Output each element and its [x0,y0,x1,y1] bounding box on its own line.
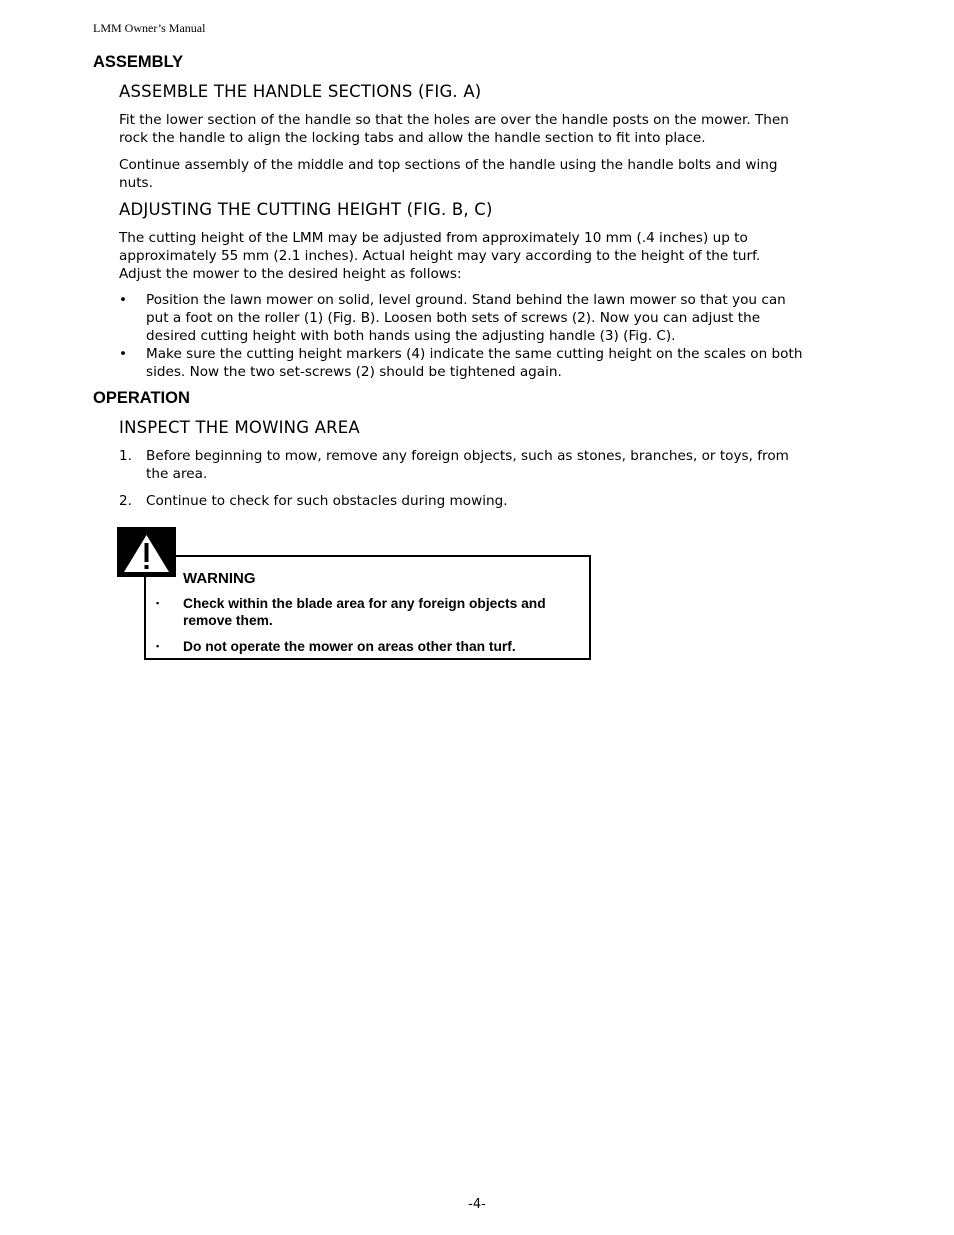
list-item: 2. Continue to check for such obstacles during mowing. [119,493,508,509]
inspect-steps [93,447,863,510]
warning-title: WARNING [183,570,256,587]
subsection-title-cutting-height: ADJUSTING THE CUTTING HEIGHT (FIG. B, C) [119,200,493,219]
bullet-marker: • [119,346,128,362]
warning-triangle-svg [117,527,176,577]
section-title-assembly: ASSEMBLY [93,53,184,71]
paragraph-handle-2: Continue assembly of the middle and top sections of the handle using the handle bolts and wing nuts. [119,157,778,191]
list-item: • Make sure the cutting height markers (4) indicate the same cutting height on the scales on both sides. Now the two set-screws (2) should be tightened again. [119,346,803,380]
square-bullet-marker: ▪ [156,641,160,651]
bullet-marker: • [119,292,128,308]
number-marker: 1. [119,448,132,464]
list-item: • Position the lawn mower on solid, level ground. Stand behind the lawn mower so that you can put a foot on the roller (1) (Fig. B). Loosen both sets of screws (2). Now you can adjust the desired cutting height with both hands using the adjusting handle (3) (Fig. C). [119,292,786,344]
exclamation-dot [145,565,149,569]
list-item: 1. Before beginning to mow, remove any foreign objects, such as stones, branches, or toys, from the area. [119,448,789,482]
subsection-title-handle: ASSEMBLE THE HANDLE SECTIONS (FIG. A) [119,82,482,101]
cutting-height-steps [93,291,863,381]
page-content [93,52,863,510]
paragraph-handle-1: Fit the lower section of the handle so that the holes are over the handle posts on the mower. Then rock the handle to align the locking tabs and allow the handle section to fit into place. [119,112,789,146]
warning-triangle-icon [117,527,176,577]
running-header: LMM Owner’s Manual [93,21,206,35]
subsection-title-inspect: INSPECT THE MOWING AREA [119,418,360,437]
warning-list [156,595,576,655]
square-bullet-marker: ▪ [156,598,160,608]
number-marker: 2. [119,493,132,509]
page-number: -4- [468,1197,486,1212]
warning-callout [117,527,593,661]
list-item: ▪ Do not operate the mower on areas other than turf. [156,639,516,654]
warning-box [144,555,591,660]
section-title-operation: OPERATION [93,389,190,407]
paragraph-cutting-height: The cutting height of the LMM may be adjusted from approximately 10 mm (.4 inches) up to approximately 55 mm (2.1 inches). Actual height may vary according to the height of the turf. Adjust the mower to the desired height as follows: [119,230,761,282]
list-item: ▪ Check within the blade area for any foreign objects and remove them. [156,596,546,628]
exclamation-bar [145,543,149,562]
